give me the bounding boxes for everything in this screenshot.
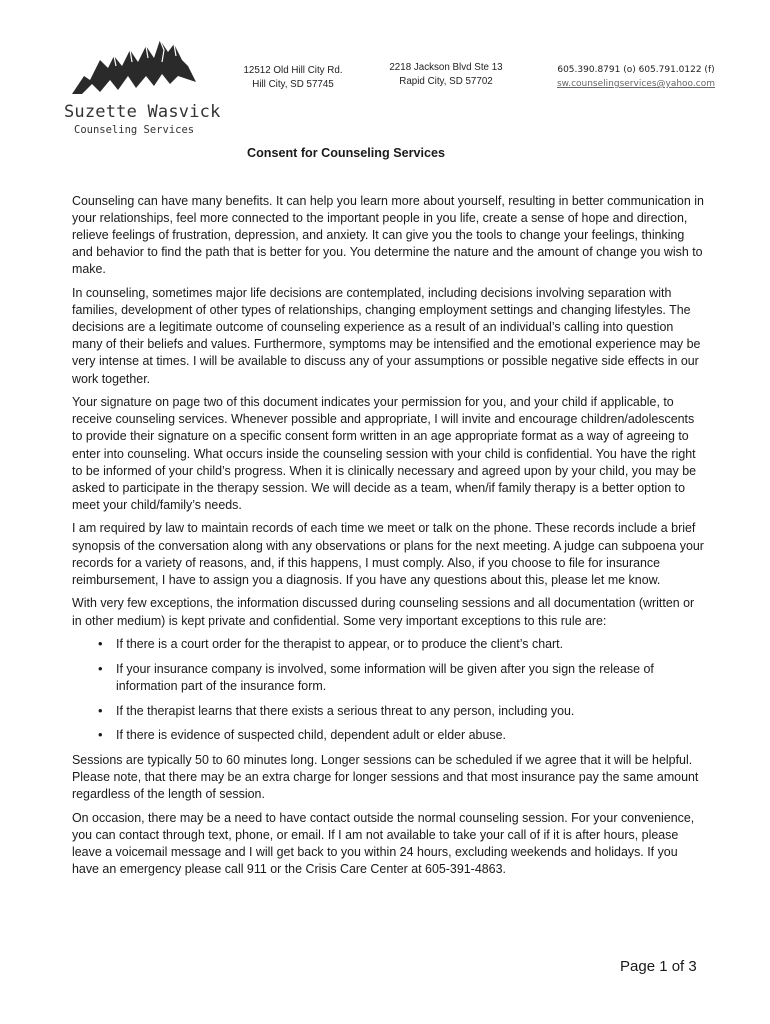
address-line: Hill City, SD 57745 (252, 79, 334, 90)
address-line: 2218 Jackson Blvd Ste 13 (389, 62, 503, 73)
list-item (72, 727, 704, 744)
exceptions-list (72, 636, 704, 744)
bullet: • (98, 727, 103, 743)
contact-info (548, 63, 724, 91)
bullet: • (98, 636, 103, 652)
phone-numbers: 605.390.8791 (o) 605.791.0122 (f) (557, 65, 715, 75)
address-line: Rapid City, SD 57702 (399, 76, 493, 87)
logo-subtitle: Counseling Services (74, 124, 195, 136)
bullet: • (98, 702, 103, 718)
paragraph: On occasion, there may be a need to have contact outside the normal counseling session. For your convenience, you can contact through text, phone, or email. If I am not available to take your call of if it is after hours, please leave a voicemail message and I will get back to you within 24 hours, excluding weekends and holidays. If you have an emergency please call 911 or the Crisis Care Center at 605-391-4863. (72, 810, 695, 876)
document-title: Consent for Counseling Services (246, 146, 446, 160)
document-body (72, 193, 704, 885)
paragraph: I am required by law to maintain records of each time we meet or talk on the phone. These records include a brief synopsis of the conversation along with any observations or plans for the next meeting. A judge can subpoena your records for a variety of reasons, and, if this happens, I must comply. Also, if you choose to file for insurance reimbursement, I have to assign you a diagnosis. If you have any questions about this, please let me know. (72, 521, 704, 587)
list-item-text: If there is evidence of suspected child, dependent adult or elder abuse. (116, 728, 506, 743)
logo-name: Suzette Wasvick (64, 102, 221, 122)
list-item (72, 703, 704, 720)
page-number: Page 1 of 3 (620, 958, 697, 975)
mountains-icon (70, 36, 200, 98)
paragraph: In counseling, sometimes major life decisions are contemplated, including decisions involving separation with families, development of other types of relationships, changing employment settings and changing lifestyles. The decisions are a legitimate outcome of counseling experience as a result of an individual’s calling into question many of their beliefs and values. Furthermore, symptoms may be intensified and the emotional experience may be very intense at times. I will be available to discuss any of your assumptions or possible negative side effects in our work together. (72, 286, 701, 386)
address-hill-city (225, 64, 361, 92)
bullet: • (98, 660, 103, 676)
list-item (72, 661, 704, 695)
list-item-text: If the therapist learns that there exists a serious threat to any person, including you. (116, 703, 575, 718)
list-item-text: If there is a court order for the therapist to appear, or to produce the client’s chart. (116, 637, 564, 652)
paragraph: Your signature on page two of this document indicates your permission for you, and your child if applicable, to receive counseling services. Whenever possible and appropriate, I will invite and encourage children/adolescents to provide their signature on a specific consent form written in an age appropriate format as a way of agreeing to enter into counseling. What occurs inside the counseling session with your child is confidential. You have the right to be informed of your child’s progress. When it is clinically necessary and agreed upon by your child, you may be asked to participate in the therapy session. We will decide as a team, when/if family therapy is a better option to meet your child/family’s needs. (72, 395, 697, 512)
logo (62, 36, 222, 146)
paragraph: Counseling can have many benefits. It can help you learn more about yourself, resulting in better communication in your relationships, feel more connected to the important people in you life, create a sense of hope and direction, relieve feelings of frustration, depression, and anxiety. It can give you the tools to change your feelings, thinking and behavior to find the path that is better for you. You determine the nature and the amount of change you wish to make. (72, 194, 704, 277)
list-item (72, 636, 704, 653)
address-line: 12512 Old Hill City Rd. (243, 65, 343, 76)
paragraph: With very few exceptions, the information discussed during counseling sessions and all documentation (written or in other medium) is kept private and confidential. Some very important exceptions to this rule are: (72, 596, 695, 628)
address-rapid-city (376, 61, 516, 89)
paragraph: Sessions are typically 50 to 60 minutes long. Longer sessions can be scheduled if we agree that it will be helpful. Please note, that there may be an extra charge for longer sessions and that most insurance pay the same amount regardless of the length of session. (72, 752, 699, 801)
email-link[interactable]: sw.counselingservices@yahoo.com (556, 79, 715, 89)
list-item-text: If your insurance company is involved, some information will be given after you sign the release of information part of the insurance form. (116, 661, 654, 693)
